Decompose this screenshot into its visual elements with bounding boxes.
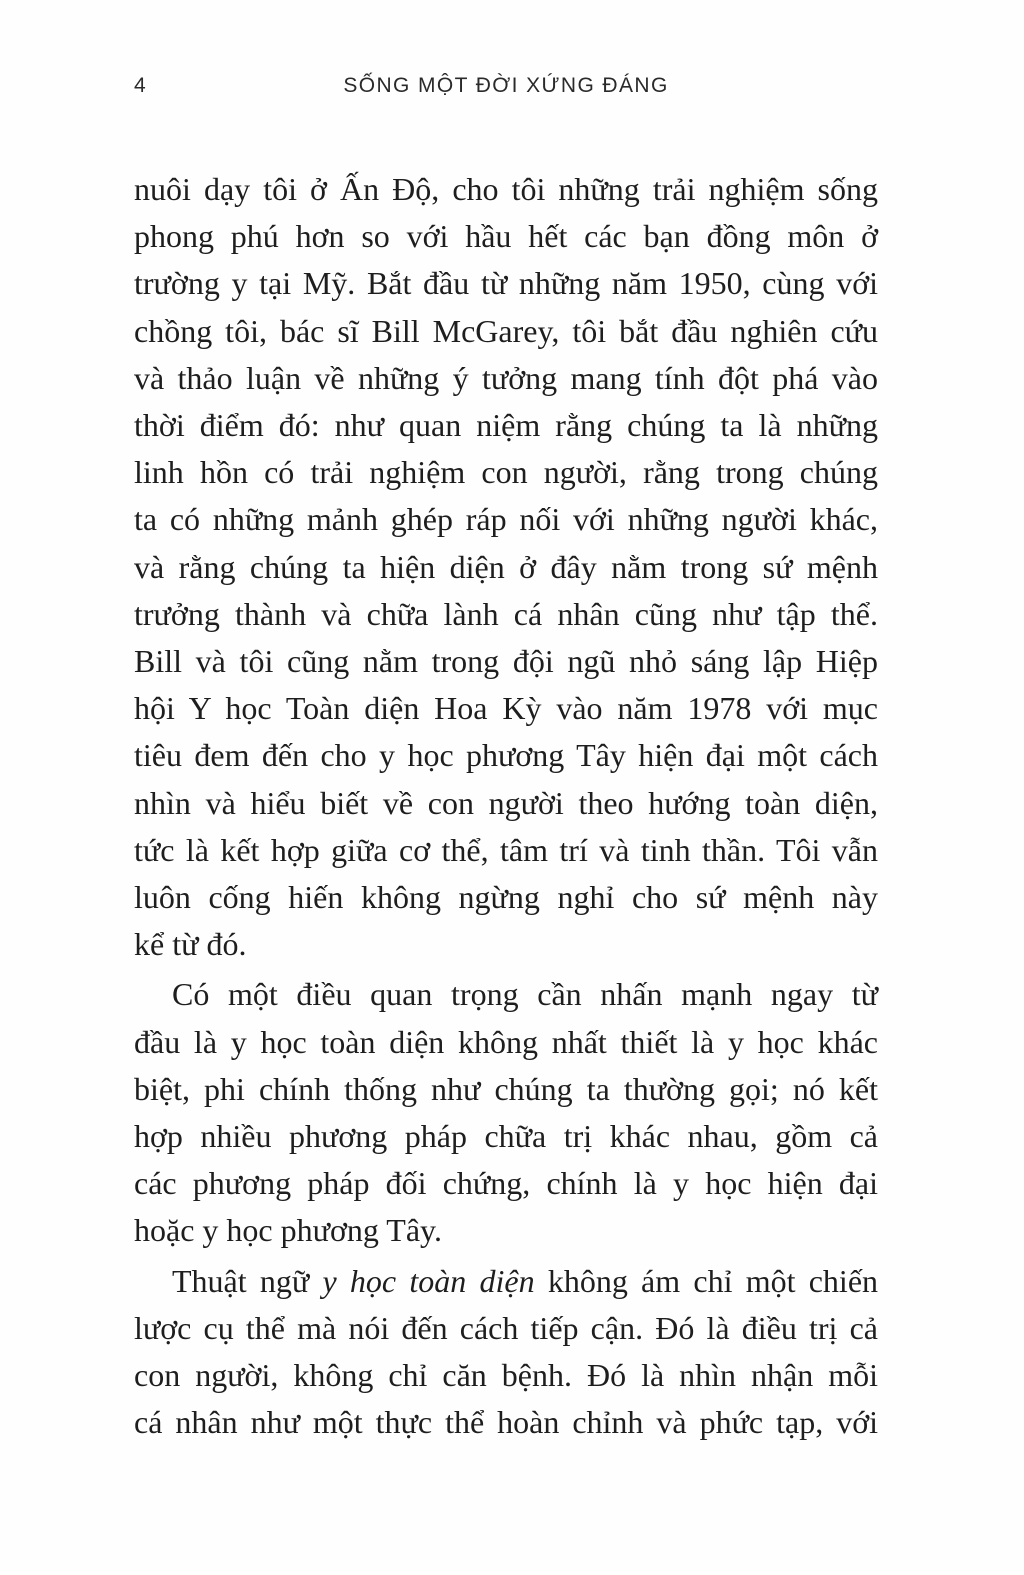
text-line: Có một điều quan trọng cần nhấn mạnh ngay từ	[172, 976, 878, 1013]
text-line: nhìn và hiểu biết về con người theo hướng toàn diện,	[134, 784, 878, 821]
text-line: hội Y học Toàn diện Hoa Kỳ vào năm 1978 với mục	[134, 690, 878, 727]
text-line	[134, 1258, 878, 1305]
text-line: cá nhân như một thực thể hoàn chỉnh và phức tạp, với	[134, 1404, 878, 1441]
text-run: Thuật ngữ	[172, 1262, 323, 1299]
text-line: nuôi dạy tôi ở Ấn Độ, cho tôi những trải nghiệm sống	[134, 171, 878, 207]
paragraph-2	[134, 971, 878, 1254]
paragraph-3	[134, 1258, 878, 1447]
text-line: luôn cống hiến không ngừng nghỉ cho sứ mệnh này	[134, 879, 878, 916]
italic-term: y học toàn diện	[322, 1262, 535, 1299]
text-run: không ám chỉ một chiến	[534, 1262, 879, 1299]
text-line: tức là kết hợp giữa cơ thể, tâm trí và tinh thần. Tôi vẫn	[134, 831, 878, 868]
text-line: các phương pháp đối chứng, chính là y học hiện đại	[134, 1165, 878, 1202]
page-number: 4	[134, 74, 148, 97]
text-line: lược cụ thể mà nói đến cách tiếp cận. Đó là điều trị cả	[134, 1309, 878, 1346]
text-line: trường y tại Mỹ. Bắt đầu từ những năm 1950, cùng với	[134, 265, 878, 302]
text-line: và rằng chúng ta hiện diện ở đây nằm trong sứ mệnh	[134, 548, 878, 585]
body-text	[134, 166, 878, 1446]
text-line: hợp nhiều phương pháp chữa trị khác nhau, gồm cả	[134, 1118, 878, 1155]
text-line: đầu là y học toàn diện không nhất thiết là y học khác	[134, 1023, 878, 1060]
text-line: thời điểm đó: như quan niệm rằng chúng ta là những	[134, 407, 878, 444]
book-title: SỐNG MỘT ĐỜI XỨNG ĐÁNG	[343, 74, 669, 97]
text-line: hoặc y học phương Tây.	[134, 1212, 442, 1249]
text-line: trưởng thành và chữa lành cá nhân cũng như tập thể.	[134, 595, 878, 632]
text-line: phong phú hơn so với hầu hết các bạn đồng môn ở	[134, 218, 878, 255]
text-line: linh hồn có trải nghiệm con người, rằng trong chúng	[134, 454, 878, 491]
text-line: và thảo luận về những ý tưởng mang tính đột phá vào	[134, 359, 878, 396]
text-line: biệt, phi chính thống như chúng ta thường gọi; nó kết	[134, 1070, 878, 1107]
text-line: con người, không chỉ căn bệnh. Đó là nhìn nhận mỗi	[134, 1357, 878, 1394]
text-line: chồng tôi, bác sĩ Bill McGarey, tôi bắt đầu nghiên cứu	[134, 312, 878, 349]
text-line: ta có những mảnh ghép ráp nối với những người khác,	[134, 501, 878, 538]
running-head	[134, 74, 878, 104]
text-line: Bill và tôi cũng nằm trong đội ngũ nhỏ sáng lập Hiệp	[134, 643, 878, 680]
text-line: tiêu đem đến cho y học phương Tây hiện đại một cách	[134, 737, 878, 774]
paragraph-1	[134, 166, 878, 968]
text-line: kể từ đó.	[134, 926, 247, 963]
